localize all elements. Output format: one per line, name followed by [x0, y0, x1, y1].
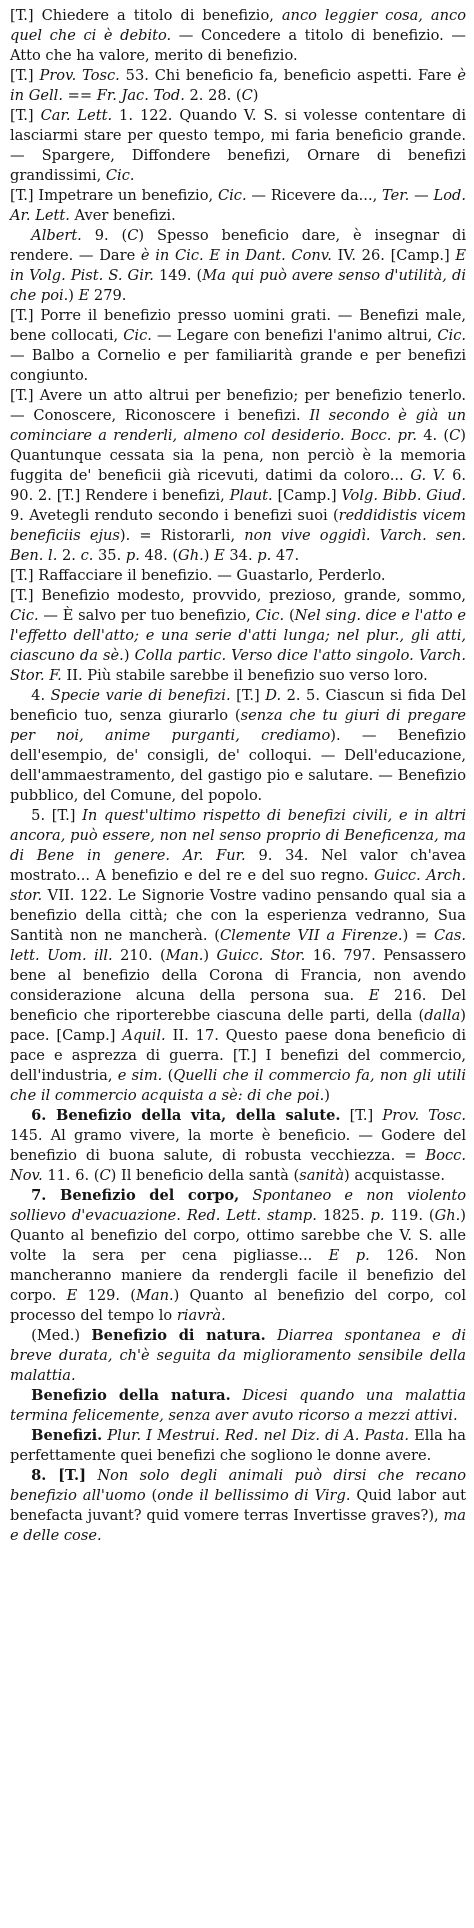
text-run: 149. ( — [153, 267, 203, 284]
entry-paragraph — [10, 226, 466, 306]
text-run: 53. Chi beneficio fa, beneficio aspetti. Fare — [119, 67, 458, 84]
italic-run: e sim. — [117, 1067, 163, 1084]
italic-run: Specie varie di benefizi. — [50, 687, 231, 704]
italic-run: Cas. lett. Uom. ill. — [10, 927, 466, 964]
italic-run: c. — [80, 547, 94, 564]
italic-run: E — [368, 987, 380, 1004]
italic-run: Cic. — [123, 327, 152, 344]
italic-run: Ma qui può avere senso d'utilità, di che poi. — [10, 267, 466, 304]
italic-run: Cic. — [255, 607, 285, 624]
italic-run: E — [214, 547, 225, 564]
text-run — [266, 1327, 277, 1344]
text-run: — È salvo per tuo benefizio, — [38, 607, 256, 624]
italic-run: sanità — [299, 1167, 345, 1184]
text-run: [Camp.] — [272, 487, 342, 504]
italic-run: Man. — [135, 1287, 174, 1304]
text-run: Aver benefizi. — [69, 207, 176, 224]
text-run: ( — [162, 1067, 174, 1084]
text-run: ) = — [402, 927, 434, 944]
text-run: 279. — [89, 287, 127, 304]
sense-paragraph — [10, 806, 466, 1106]
italic-run: Dicesi quando una malattia termina felicemente, senza aver avuto ricorso a mezzi attivi. — [10, 1387, 467, 1424]
entry-paragraph — [10, 386, 466, 566]
text-run: ) — [123, 647, 135, 664]
text-run: — — [409, 187, 434, 204]
text-run: IV. 26. [Camp.] — [331, 247, 456, 264]
sense-paragraph — [10, 1466, 466, 1546]
entry-paragraph — [10, 6, 466, 66]
italic-run: Fr. Jac. Tod. — [96, 87, 185, 104]
italic-run: p. — [125, 547, 140, 564]
text-run: ) pace. [Camp.] — [10, 1007, 466, 1044]
text-run: == — [62, 87, 97, 104]
italic-run: E p. — [328, 1247, 370, 1264]
bold-run: Benefizio della natura. — [31, 1387, 231, 1404]
text-run: ( — [145, 1487, 158, 1504]
bold-run: 6. Benefizio della vita, della salute. — [31, 1107, 341, 1124]
text-run: 4. ( — [416, 427, 450, 444]
italic-run: Volg. Bibb. Giud. — [341, 487, 466, 504]
text-run: 216. Del beneficio che riporterebbe ciascuna delle parti, della ( — [10, 987, 466, 1024]
italic-run: Cic. — [10, 607, 39, 624]
sense-paragraph — [10, 1186, 466, 1326]
italic-run: è in Gell. — [10, 67, 466, 104]
italic-run: dalla — [424, 1007, 461, 1024]
sense-paragraph — [10, 686, 466, 806]
text-run: [T.] — [230, 687, 266, 704]
entry-paragraph — [10, 186, 466, 226]
italic-run: Gh. — [178, 547, 204, 564]
entry-paragraph — [10, 566, 466, 586]
italic-run: Nel sing. dice e l'atto e l'effetto dell'atto; e una serie d'atti lunga; nel plur., gli atti, ciascuno da sè. — [10, 607, 466, 664]
italic-run: p. — [370, 1207, 385, 1224]
italic-run: non vive oggidì. Varch. sen. Ben. l. — [10, 527, 466, 564]
text-run: 126. Non mancheranno maniere da rendergli facile il benefizio del corpo. — [10, 1247, 466, 1304]
italic-run: Cic. — [217, 187, 247, 204]
italic-run: E in Volg. Pist. S. Gir. — [10, 247, 466, 284]
italic-run: Prov. Tosc. — [382, 1107, 466, 1124]
text-run: ) acquistasse. — [344, 1167, 445, 1184]
text-run: — Legare con benefizi l'animo altrui, — [151, 327, 438, 344]
text-run: ) — [203, 547, 215, 564]
italic-run: E — [78, 287, 90, 304]
text-run: 9. ( — [81, 227, 128, 244]
bold-run: Benefizio di natura. — [91, 1327, 266, 1344]
italic-run: Man. — [165, 947, 204, 964]
italic-run: C — [127, 227, 139, 244]
text-run: 4. — [31, 687, 51, 704]
italic-run: Albert. — [31, 227, 82, 244]
text-run: ). = Ristorarli, — [119, 527, 245, 544]
text-run: 11. 6. ( — [42, 1167, 100, 1184]
italic-run: reddidistis vicem beneficiis ejus — [10, 507, 466, 544]
entry-paragraph — [10, 586, 466, 686]
italic-run: Guicc. Arch. stor. — [10, 867, 466, 904]
text-run — [86, 1467, 97, 1484]
italic-run: Non solo degli animali può dirsi che recano benefizio all'uomo — [10, 1467, 466, 1504]
bold-run: 7. Benefizio del corpo, — [31, 1187, 240, 1204]
text-run: [T.] Chiedere a titolo di benefizio, — [10, 7, 282, 24]
italic-run: è in Cic. E in Dant. Conv. — [140, 247, 332, 264]
italic-run: Prov. Tosc. — [39, 67, 120, 84]
text-run — [239, 1187, 252, 1204]
italic-run: Cic. — [437, 327, 467, 344]
italic-run: senza che tu giuri di pregare per noi, anime purganti, crediamo — [10, 707, 466, 744]
italic-run: C — [449, 427, 461, 444]
text-run: Quid labor aut benefacta juvant? quid vomere terras Invertisse graves?), — [10, 1487, 466, 1524]
text-run: 2. — [57, 547, 81, 564]
italic-run: p. — [257, 547, 272, 564]
italic-run: Plaut. — [229, 487, 273, 504]
italic-run: Quelli che il commercio fa, non gli utili che il commercio acquista a sè: di che poi. — [10, 1067, 466, 1104]
italic-run: E — [66, 1287, 78, 1304]
italic-run: D. — [265, 687, 282, 704]
text-run: 2. 5. Ciascun si fida Del beneficio tuo, senza giurarlo ( — [10, 687, 466, 724]
text-run: ) — [324, 1087, 330, 1104]
sense-paragraph — [10, 1426, 466, 1466]
sense-paragraph — [10, 1386, 466, 1426]
text-run: Ella ha perfettamente quei benefizi che sogliono le donne avere. — [10, 1427, 466, 1464]
italic-run: Ter. — [382, 187, 410, 204]
entry-paragraph — [10, 306, 466, 386]
italic-run: Plur. I Mestrui. Red. nel Diz. di A. Pasta. — [107, 1427, 410, 1444]
text-run: ) — [252, 87, 259, 104]
italic-run: Car. Lett. — [40, 107, 113, 124]
italic-run: Diarrea spontanea e di breve durata, ch'è seguita da miglioramento sensibile della malattia. — [10, 1327, 467, 1384]
text-run: ) Quanto al benefizio del corpo, ottimo sarebbe che V. S. alle volte la sera per cena pigliasse... — [10, 1207, 466, 1264]
text-run: ) — [68, 287, 79, 304]
italic-run: Cic. — [105, 167, 135, 184]
sense-paragraph — [10, 1326, 466, 1386]
text-run: 34. — [224, 547, 258, 564]
text-run: ( — [284, 607, 295, 624]
bold-run: Benefizi. — [31, 1427, 103, 1444]
italic-run: Colla partic. Verso dice l'atto singolo. Varch. Stor. F. — [10, 647, 467, 684]
text-run: — Ricevere da..., — [246, 187, 383, 204]
italic-run: C — [241, 87, 253, 104]
text-run: [T.] Raffacciare il benefizio. — Guastarlo, Perderlo. — [10, 567, 386, 584]
text-run: (Med.) — [31, 1327, 92, 1344]
text-run: [T.] — [10, 107, 41, 124]
text-run: ). — Benefizio dell'esempio, de' consigli, de' colloqui. — Dell'educazione, dell'ammaestramento, del gastigo pio e salutare. — Benefizio pubblico, del Comune, del popolo. — [10, 727, 466, 804]
text-run: [T.] Avere un atto altrui per benefizio; per benefizio tenerlo. — Conoscere, Riconoscere i benefizi. — [10, 387, 466, 424]
italic-run: In quest'ultimo rispetto di benefizi civili, e in altri ancora, può essere, non nel senso proprio di Beneficenza, ma di Bene in genere. Ar. Fur. — [10, 807, 466, 864]
italic-run: onde il bellissimo di Virg. — [157, 1487, 351, 1504]
text-run: 2. 28. ( — [184, 87, 242, 104]
text-run: 1. 122. Quando V. S. si volesse contentare di lasciarmi stare per questo tempo, mi faria beneficio grande. — Spargere, Diffondere benefizi, Ornare di benefizi grandissimi, — [10, 107, 466, 184]
text-run: 119. ( — [384, 1207, 435, 1224]
text-run: — Balbo a Cornelio e per familiarità grande e per benefizi congiunto. — [10, 347, 466, 384]
italic-run: riavrà. — [176, 1307, 226, 1324]
text-run: ) Spesso beneficio dare, è insegnar di rendere. — Dare — [10, 227, 466, 264]
text-run: 16. 797. Pensassero bene al benefizio della Corona di Francia, non avendo considerazione alcuna della persona sua. — [10, 947, 466, 1004]
italic-run: Guicc. Stor. — [216, 947, 306, 964]
italic-run: Spontaneo e non violento sollievo d'evacuazione. Red. Lett. stamp. — [10, 1187, 467, 1224]
text-run: — Concedere a titolo di benefizio. — Atto che ha valore, merito di benefizio. — [10, 27, 466, 64]
text-run: 129. ( — [77, 1287, 136, 1304]
text-run — [231, 1387, 243, 1404]
text-run: 6. 90. 2. [T.] Rendere i benefizi, — [10, 467, 466, 504]
text-run: VII. 122. Le Signorie Vostre vadino pensando qual sia a benefizio della città; che con la esperienza vedranno, Sua Santità non ne mancherà. ( — [10, 887, 466, 944]
text-run: 145. Al gramo vivere, la morte è beneficio. — Godere del benefizio di buona salute, di robusta vecchiezza. = — [10, 1127, 466, 1164]
italic-run: Aquil. — [122, 1027, 166, 1044]
italic-run: C — [99, 1167, 111, 1184]
italic-run: G. V. — [410, 467, 446, 484]
text-run: ) Il beneficio della santà ( — [110, 1167, 300, 1184]
entry-paragraph — [10, 106, 466, 186]
text-run: [T.] Impetrare un benefizio, — [10, 187, 218, 204]
text-run: [T.] — [10, 67, 40, 84]
text-run: ) Quantunque cessata sia la pena, non perciò è la memoria fuggita de' beneficii già ricevuti, datimi da coloro... — [10, 427, 466, 484]
italic-run: anco leggier cosa, anco quel che ci è debito. — [10, 7, 466, 44]
text-run: ) — [203, 947, 217, 964]
text-run: ) Quanto al benefizio del corpo, col processo del tempo lo — [10, 1287, 466, 1324]
italic-run: Gh. — [434, 1207, 461, 1224]
text-run: 47. — [271, 547, 300, 564]
bold-run: 8. [T.] — [31, 1467, 87, 1484]
italic-run: Clemente VII a Firenze. — [219, 927, 403, 944]
text-run: [T.] Benefizio modesto, provvido, prezioso, grande, sommo, — [10, 587, 466, 604]
text-run: 5. [T.] — [31, 807, 83, 824]
text-run: 1825. — [316, 1207, 371, 1224]
text-run: 35. — [93, 547, 126, 564]
italic-run: Il secondo è già un cominciare a renderli, almeno col desiderio. Bocc. pr. — [10, 407, 466, 444]
text-run: [T.] Porre il benefizio presso uomini grati. — Benefizi male, bene collocati, — [10, 307, 466, 344]
italic-run: ma e delle cose. — [10, 1507, 466, 1544]
text-run: 9. 34. Nel valor ch'avea mostrato... A benefizio e del re e del suo regno. — [10, 847, 466, 884]
italic-run: Bocc. Nov. — [10, 1147, 466, 1184]
text-run: 9. Avetegli renduto secondo i benefizi suoi ( — [10, 507, 339, 524]
text-run: [T.] — [340, 1107, 383, 1124]
text-run: 48. ( — [139, 547, 179, 564]
text-run: 210. ( — [112, 947, 166, 964]
text-run: II. 17. Questo paese dona beneficio di pace e asprezza di guerra. [T.] I benefizi del commercio, dell'industria, — [10, 1027, 466, 1084]
italic-run: Lod. Ar. Lett. — [10, 187, 466, 224]
entry-paragraph — [10, 66, 466, 106]
sense-paragraph — [10, 1106, 466, 1186]
text-run: II. Più stabile sarebbe il benefizio suo verso loro. — [61, 667, 428, 684]
